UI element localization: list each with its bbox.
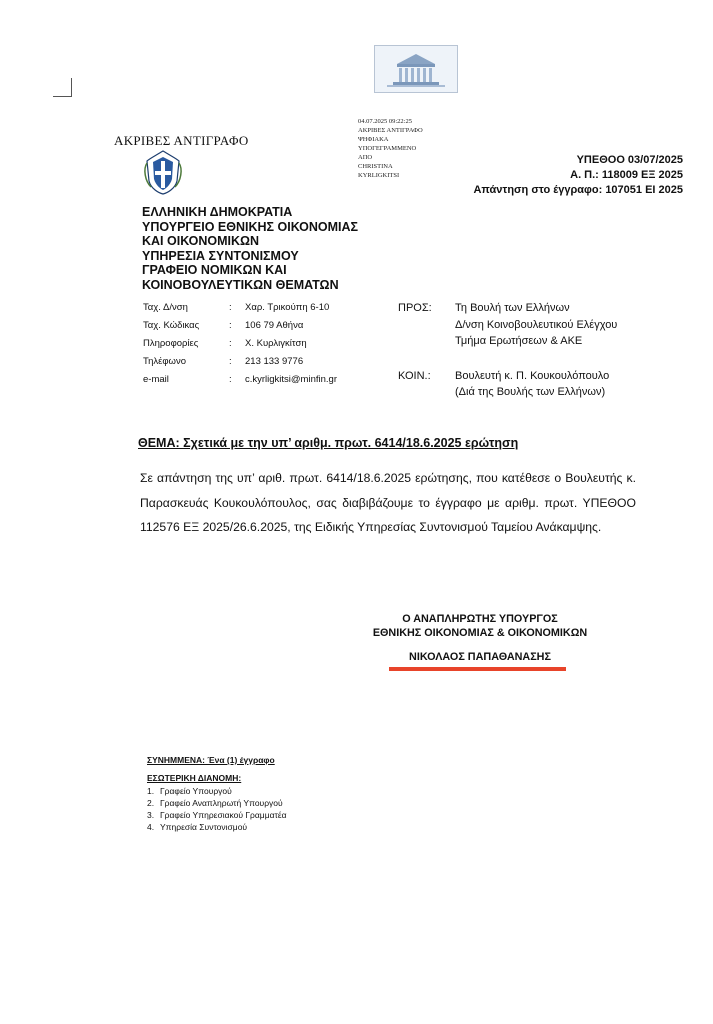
sign-line: 04.07.2025 09:22:25 [358, 118, 412, 125]
sign-line: KYRLIGKITSI [358, 172, 400, 179]
colon: : [229, 374, 232, 385]
distribution-item: 2. Γραφείο Αναπληρωτή Υπουργού [147, 798, 283, 808]
colon: : [229, 320, 232, 331]
colon: : [229, 338, 232, 349]
colon: : [229, 356, 232, 367]
distribution-item: 3. Γραφείο Υπηρεσιακού Γραμματέα [147, 810, 287, 820]
contact-row [143, 335, 337, 353]
attachments-note: ΣΥΝΗΜΜΕΝΑ: Ένα (1) έγγραφο [147, 755, 275, 765]
distribution-title: ΕΣΩΤΕΡΙΚΗ ΔΙΑΝΟΜΗ: [147, 773, 242, 783]
contact-label: e-mail [143, 374, 169, 385]
cc-line: Βουλευτή κ. Π. Κουκουλόπουλο [455, 369, 610, 382]
sign-line: ΥΠΟΓΕΓΡΑΜΜΕΝΟ [358, 145, 417, 152]
contact-label: Ταχ. Κώδικας [143, 320, 200, 331]
protocol-date: ΥΠΕΘΟΟ 03/07/2025 [576, 154, 683, 166]
to-line: Τμήμα Ερωτήσεων & ΑΚΕ [455, 335, 583, 347]
greek-coat-of-arms-icon [143, 149, 183, 195]
contact-value: Χ. Κυρλιγκίτση [245, 338, 307, 349]
distribution-list [147, 785, 287, 833]
contact-row [143, 317, 337, 335]
certified-copy-label: ΑΚΡΙΒΕΣ ΑΝΤΙΓΡΑΦΟ [114, 133, 249, 148]
to-line: Δ/νση Κοινοβουλευτικού Ελέγχου [455, 318, 618, 331]
ministry-line: ΥΠΗΡΕΣΙΑ ΣΥΝΤΟΝΙΣΜΟΥ [142, 248, 299, 263]
subject-line: ΘΕΜΑ: Σχετικά με την υπ’ αριθμ. πρωτ. 6414/18.6.2025 ερώτηση [138, 436, 519, 450]
contact-row [143, 299, 337, 317]
contact-info-table [143, 299, 337, 389]
signature-title-line: Ο ΑΝΑΠΛΗΡΩΤΗΣ ΥΠΟΥΡΓΟΣ [402, 613, 558, 625]
sign-line: ΨΗΦΙΑΚΑ [358, 136, 389, 143]
signature-underline [389, 667, 566, 671]
digital-signature-block [358, 117, 423, 180]
ministry-heading [142, 205, 358, 292]
ministry-line: ΚΟΙΝΟΒΟΥΛΕΥΤΙΚΩΝ ΘΕΜΑΤΩΝ [142, 277, 339, 292]
sign-line: ΑΚΡΙΒΕΣ ΑΝΤΙΓΡΑΦΟ [358, 127, 423, 134]
ministry-line: ΕΛΛΗΝΙΚΗ ΔΗΜΟΚΡΑΤΙΑ [142, 205, 293, 219]
cc-line: (Διά της Βουλής των Ελλήνων) [455, 386, 606, 398]
body-paragraph: Σε απάντηση της υπ’ αριθ. πρωτ. 6414/18.6.2025 ερώτησης, που κατέθεσε ο Βουλευτής κ. Παρασκευάς Κουκουλόπουλος, σας διαβιβάζουμε το έγγραφο με αριθμ. πρωτ. ΥΠΕΘΟΟ 112576 ΕΞ 2025/26.6.2025, της Ειδικής Υπηρεσίας Συντονισμού Ταμείου Ανάκαμψης. [140, 471, 636, 534]
corner-crop-mark [53, 78, 72, 97]
contact-label: Τηλέφωνο [143, 356, 186, 367]
protocol-number: Α. Π.: 118009 ΕΞ 2025 [570, 169, 683, 181]
distribution-item: 4. Υπηρεσία Συντονισμού [147, 822, 248, 832]
contact-label: Πληροφορίες [143, 338, 199, 349]
ministry-line: ΥΠΟΥΡΓΕΙΟ ΕΘΝΙΚΗΣ ΟΙΚΟΝΟΜΙΑΣ [142, 219, 359, 234]
contact-email: c.kyrligkitsi@minfin.gr [245, 374, 337, 385]
signatory-name: ΝΙΚΟΛΑΟΣ ΠΑΠΑΘΑΝΑΣΗΣ [409, 651, 551, 663]
protocol-reference [473, 153, 683, 198]
contact-value: Χαρ. Τρικούπη 6-10 [245, 302, 330, 313]
contact-row [143, 353, 337, 371]
sign-line: ΑΠΟ [358, 154, 373, 161]
signature-title [330, 612, 630, 640]
parliament-building-logo [374, 45, 458, 93]
contact-label: Ταχ. Δ/νση [143, 302, 188, 313]
to-label: ΠΡΟΣ: [398, 302, 432, 314]
reply-reference: Απάντηση στο έγγραφο: 107051 ΕΙ 2025 [473, 184, 683, 196]
contact-value: 106 79 Αθήνα [245, 320, 304, 331]
signature-title-line: ΕΘΝΙΚΗΣ ΟΙΚΟΝΟΜΙΑΣ & ΟΙΚΟΝΟΜΙΚΩΝ [372, 627, 588, 639]
to-line: Τη Βουλή των Ελλήνων [455, 302, 570, 314]
cc-label: ΚΟΙΝ.: [398, 369, 431, 382]
recipients-table [398, 300, 617, 401]
distribution-item: 1. Γραφείο Υπουργού [147, 786, 232, 796]
colon: : [229, 302, 232, 313]
sign-line: CHRISTINA [358, 163, 393, 170]
ministry-line: ΓΡΑΦΕΙΟ ΝΟΜΙΚΩΝ ΚΑΙ [142, 263, 287, 277]
ministry-line: ΚΑΙ ΟΙΚΟΝΟΜΙΚΩΝ [142, 234, 260, 248]
contact-row [143, 371, 337, 389]
contact-value: 213 133 9776 [245, 356, 304, 367]
